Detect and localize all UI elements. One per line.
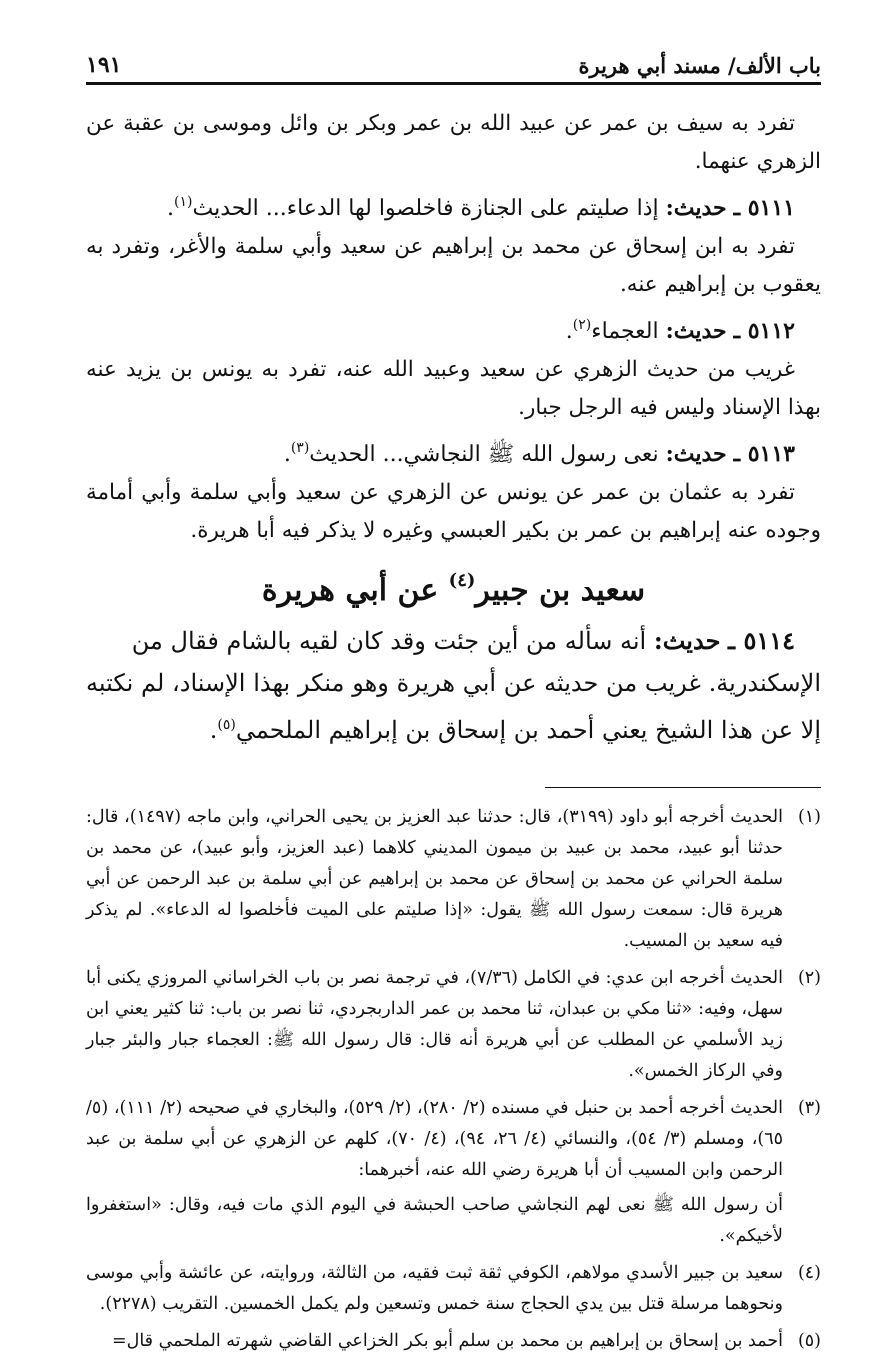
footnote-divider [545,787,821,788]
footnote-text: سعيد بن جبير الأسدي مولاهم، الكوفي ثقة ثبت فقيه، من الثالثة، وروايته، عن عائشة وأبي موسى ونحوهما مرسلة قتل بين يدي الحجاج سنة خمس وتسعين ولم يكمل الخمسين. التقريب (٢٢٧٨). [86,1263,783,1314]
page-number: ١٩١ [86,52,122,78]
footnote-number: (٤) [797,1263,821,1283]
entry-number: ٥١١٢ ـ [733,318,795,344]
paragraph: غريب من حديث الزهري عن سعيد وعبيد الله عنه، تفرد به يونس بن يزيد عنه بهذا الإسناد وليس فيه الرجل جبار. [86,357,821,420]
footnote-ref[interactable]: (١) [174,194,193,210]
footnote-number: (٥) [797,1331,821,1351]
entry-number: ٥١١٤ ـ [728,626,795,655]
footnote [86,963,821,1087]
entry-text: إذا صليتم على الجنازة فاخلصوا لها الدعاء... الحديث [192,196,659,221]
footnote-number: (٣) [797,1098,821,1118]
main-text [86,105,821,751]
entry-keyword: حديث: [653,626,721,655]
entry-keyword: حديث: [665,195,727,221]
paragraph: تفرد به عثمان بن عمر عن يونس عن الزهري عن سعيد وأبي سلمة وأبي أمامة وجوده عنه إبراهيم بن عمر بن بكير العبسي وغيره لا يذكر فيه أبا هريرة. [86,480,821,543]
paragraph: تفرد به ابن إسحاق عن محمد بن إبراهيم عن سعيد وأبي سلمة والأغر، وتفرد به يعقوب بن إبراهيم عنه. [86,234,821,297]
heading-text: سعيد بن جبير [475,573,646,608]
entry-text: نعى رسول الله ﷺ النجاشي... الحديث [309,442,659,467]
footnote-text: الحديث أخرجه أحمد بن حنبل في مسنده (٢/ ٢٨٠)، (٢/ ٥٢٩)، والبخاري في صحيحه (٢/ ١١١)، (٥/ ٦٥)، ومسلم (٣/ ٥٤)، والنسائي (٤/ ٢٦، ٩٤)، (٤/ ٧٠)، كلهم عن الزهري عن أبي سلمة بن عبد الرحمن وابن المسيب أن أبا هريرة رضي الله عنه، أخبرهما: [86,1098,784,1180]
entry-keyword: حديث: [665,441,727,467]
entry-text: العجماء [591,319,659,344]
footnote-ref[interactable]: (٢) [572,317,592,333]
footnote-ref[interactable]: (٣) [290,440,310,456]
footnote [86,1326,821,1357]
footnote-number: (٢) [797,968,821,988]
entry-text: أنه سأله من أين جئت وقد كان لقيه بالشام فقال من [131,627,647,655]
section-heading [86,554,821,618]
entry-number: ٥١١١ ـ [733,195,795,221]
hadith-entry-5114 [86,620,821,662]
footnote [86,1093,821,1252]
footnote-text: أحمد بن إسحاق بن إبراهيم بن محمد بن سلم أبو بكر الخزاعي القاضي شهرته الملحمي قال= [111,1331,783,1351]
footnote-text: الحديث أخرجه أبو داود (٣١٩٩)، قال: حدثنا عبد العزيز بن يحيى الحراني، وابن ماجه (١٤٩٧)، قال: حدثنا أبو عبيد، محمد بن عبيد بن ميمون المديني كلاهما (عبد العزيز، وأبو عبيد)، عن محمد بن سلمة الحراني عن محمد بن إسحاق عن محمد بن إبراهيم عن أبي سلمة بن عبد الرحمن عن أبي هريرة قال: سمعت رسول الله ﷺ يقول: «إذا صليتم على الميت فأخلصوا له الدعاء». لم يذكر فيه سعيد بن المسيب. [86,807,783,951]
footnote [86,802,821,957]
hadith-entry-5112: ٥١١٢ ـ حديث: العجماء$^{(٢)}$. [565,317,795,344]
section-title: باب الألف/ مسند أبي هريرة [578,53,821,78]
footnote-ref[interactable]: (٤) [448,570,476,591]
footnotes [86,802,821,1357]
running-head [86,40,821,85]
footnote [86,1258,821,1320]
footnote-text: الحديث أخرجه ابن عدي: في الكامل (٧/٣٦)، في ترجمة نصر بن باب الخراساني المروزي يكنى أبا سهل، وفيه: «ثنا مكي بن عبدان، ثنا محمد بن عمر الداربجردي، ثنا نصر بن باب: ثنا كثير يعني ابن زيد الأسلمي عن المطلب عن أبي هريرة أنه قال: قال رسول الله ﷺ: العجماء جبار والبئر جبار وفي الركاز الخمس». [86,968,783,1081]
hadith-entry-5111: ٥١١١ ـ حديث: إذا صليتم على الجنازة فاخلصوا لها الدعاء... الحديث$^{(١)}$. [167,194,795,221]
paragraph: الإسكندرية. غريب من حديثه عن أبي هريرة وهو منكر بهذا الإسناد، لم نكتبه إلا عن هذا الشيخ يعني أحمد بن إسحاق بن إبراهيم الملحمي$^{(٥)}$. [86,669,821,744]
heading-text: عن أبي هريرة [261,573,439,608]
footnote-ref[interactable]: (٥) [217,717,236,733]
footnote-text: أن رسول الله ﷺ نعى لهم النجاشي صاحب الحبشة في اليوم الذي مات فيه، وقال: «استغفروا لأخيكم». [86,1195,783,1246]
paragraph: تفرد به سيف بن عمر عن عبيد الله بن عمر وبكر بن وائل وموسى بن عقبة عن الزهري عنهما. [86,111,821,174]
entry-keyword: حديث: [665,318,727,344]
footnote-number: (١) [797,807,821,827]
hadith-entry-5113: ٥١١٣ ـ حديث: نعى رسول الله ﷺ النجاشي... الحديث$^{(٣)}$. [283,440,795,467]
paragraph-text: الإسكندرية. غريب من حديثه عن أبي هريرة وهو منكر بهذا الإسناد، لم نكتبه إلا عن هذا الشيخ يعني أحمد بن إسحاق بن إبراهيم الملحمي [86,669,821,744]
entry-number: ٥١١٣ ـ [733,441,795,467]
